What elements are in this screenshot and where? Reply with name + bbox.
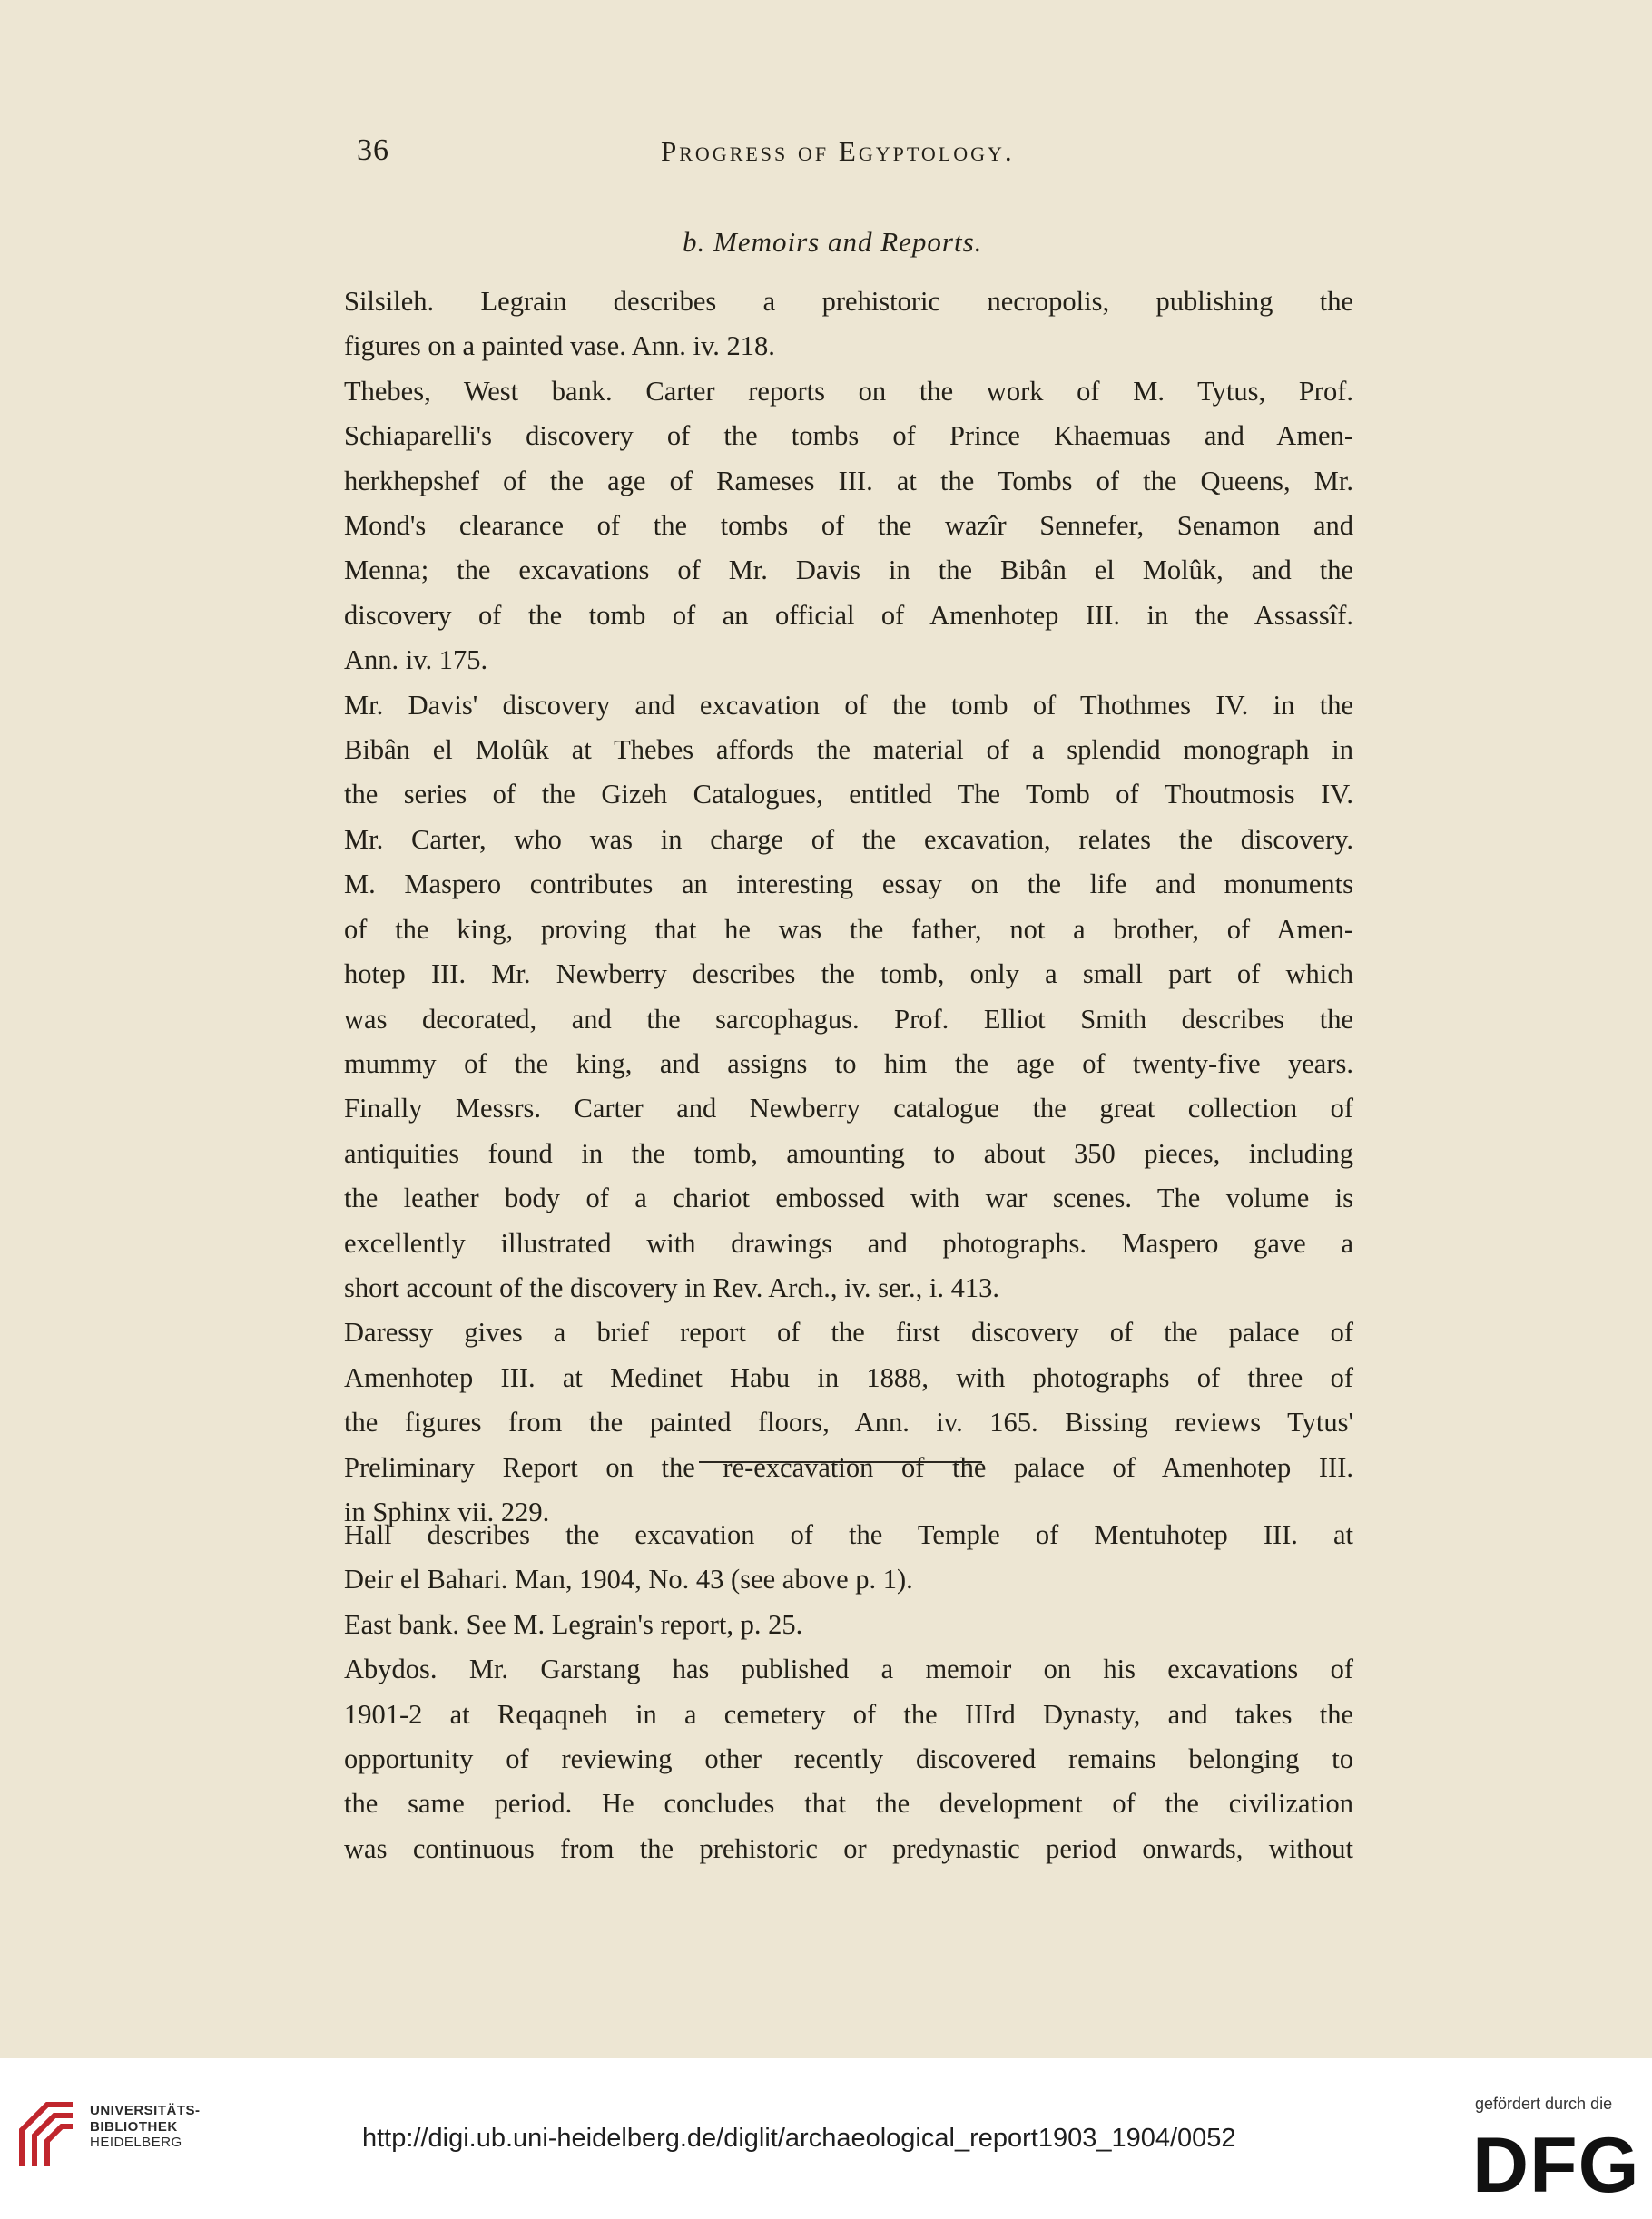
text-line: Amenhotep III. at Medinet Habu in 1888, with photographs of three of [344,1361,1353,1393]
text-line: short account of the discovery in Rev. Arch., iv. ser., i. 413. [344,1272,999,1303]
text-line: Silsileh. Legrain describes a prehistoric necropolis, publishing the [344,286,1353,317]
text-line: the figures from the painted floors, Ann. iv. 165. Bissing reviews Tytus' [344,1407,1353,1438]
library-name-line: BIBLIOTHEK [90,2118,178,2135]
text-line: Ann. iv. 175. [344,644,488,676]
text-line: Mond's clearance of the tombs of the wazîr Sennefer, Senamon and [344,510,1353,542]
page-number: 36 [357,133,389,167]
text-line: antiquities found in the tomb, amounting to about 350 pieces, including [344,1137,1353,1169]
text-line: Finally Messrs. Carter and Newberry catalogue the great collection of [344,1093,1353,1124]
text-line: Abydos. Mr. Garstang has published a memoir on his excavations of [344,1654,1353,1685]
text-line: 1901-2 at Reqaqneh in a cemetery of the IIIrd Dynasty, and takes the [344,1698,1353,1730]
body-text-block-1 [344,280,1353,1535]
text-line: Schiaparelli's discovery of the tombs of Prince Khaemuas and Amen- [344,420,1353,452]
library-name-line: HEIDELBERG [90,2135,182,2150]
text-line: hotep III. Mr. Newberry describes the tomb, only a small part of which [344,958,1353,990]
body-text-block-2 [344,1513,1353,1871]
text-line: the same period. He concludes that the development of the civilization [344,1788,1353,1820]
text-line: the series of the Gizeh Catalogues, entitled The Tomb of Thoutmosis IV. [344,779,1353,810]
text-line: Thebes, West bank. Carter reports on the work of M. Tytus, Prof. [344,375,1353,407]
text-line: was continuous from the prehistoric or predynastic period onwards, without [344,1832,1353,1864]
university-library-logo-icon [16,2099,82,2172]
text-line: discovery of the tomb of an official of Amenhotep III. in the Assassîf. [344,599,1353,631]
funder-caption: gefördert durch die [1475,2095,1613,2113]
library-name [90,2103,201,2151]
section-heading: b. Memoirs and Reports. [683,226,983,258]
text-line: opportunity of reviewing other recently discovered remains belonging to [344,1743,1353,1775]
text-line: Bibân el Molûk at Thebes affords the material of a splendid monograph in [344,734,1353,766]
text-line: Mr. Carter, who was in charge of the excavation, relates the discovery. [344,823,1353,855]
text-line: figures on a painted vase. Ann. iv. 218. [344,330,775,362]
text-line: herkhepshef of the age of Rameses III. at the Tombs of the Queens, Mr. [344,465,1353,496]
text-line: Daressy gives a brief report of the first discovery of the palace of [344,1317,1353,1349]
digitization-footer [0,2058,1652,2219]
running-head: Progress of Egyptology. [661,135,1015,167]
text-line: East bank. See M. Legrain's report, p. 25. [344,1608,803,1640]
text-line: Preliminary Report on the re-excavation of the palace of Amenhotep III. [344,1451,1353,1483]
text-line: Deir el Bahari. Man, 1904, No. 43 (see above p. 1). [344,1564,913,1596]
dfg-logo: DFG [1472,2122,1640,2209]
text-line: Mr. Davis' discovery and excavation of the tomb of Thothmes IV. in the [344,689,1353,721]
text-line: the leather body of a chariot embossed with war scenes. The volume is [344,1183,1353,1214]
text-line: was decorated, and the sarcophagus. Prof. Elliot Smith describes the [344,1003,1353,1035]
text-line: Menna; the excavations of Mr. Davis in the Bibân el Molûk, and the [344,555,1353,586]
text-line: in Sphinx vii. 229. [344,1496,550,1527]
text-line: excellently illustrated with drawings and photographs. Maspero gave a [344,1227,1353,1259]
text-line: M. Maspero contributes an interesting essay on the life and monuments [344,869,1353,900]
text-line: mummy of the king, and assigns to him the age of twenty-five years. [344,1047,1353,1079]
library-name-line: UNIVERSITÄTS- [90,2103,201,2118]
source-url[interactable]: http://digi.ub.uni-heidelberg.de/diglit/archaeological_report1903_1904/0052 [362,2124,1236,2153]
text-line: Hall describes the excavation of the Temple of Mentuhotep III. at [344,1519,1353,1550]
section-divider-rule [699,1461,982,1463]
text-line: of the king, proving that he was the father, not a brother, of Amen- [344,913,1353,945]
